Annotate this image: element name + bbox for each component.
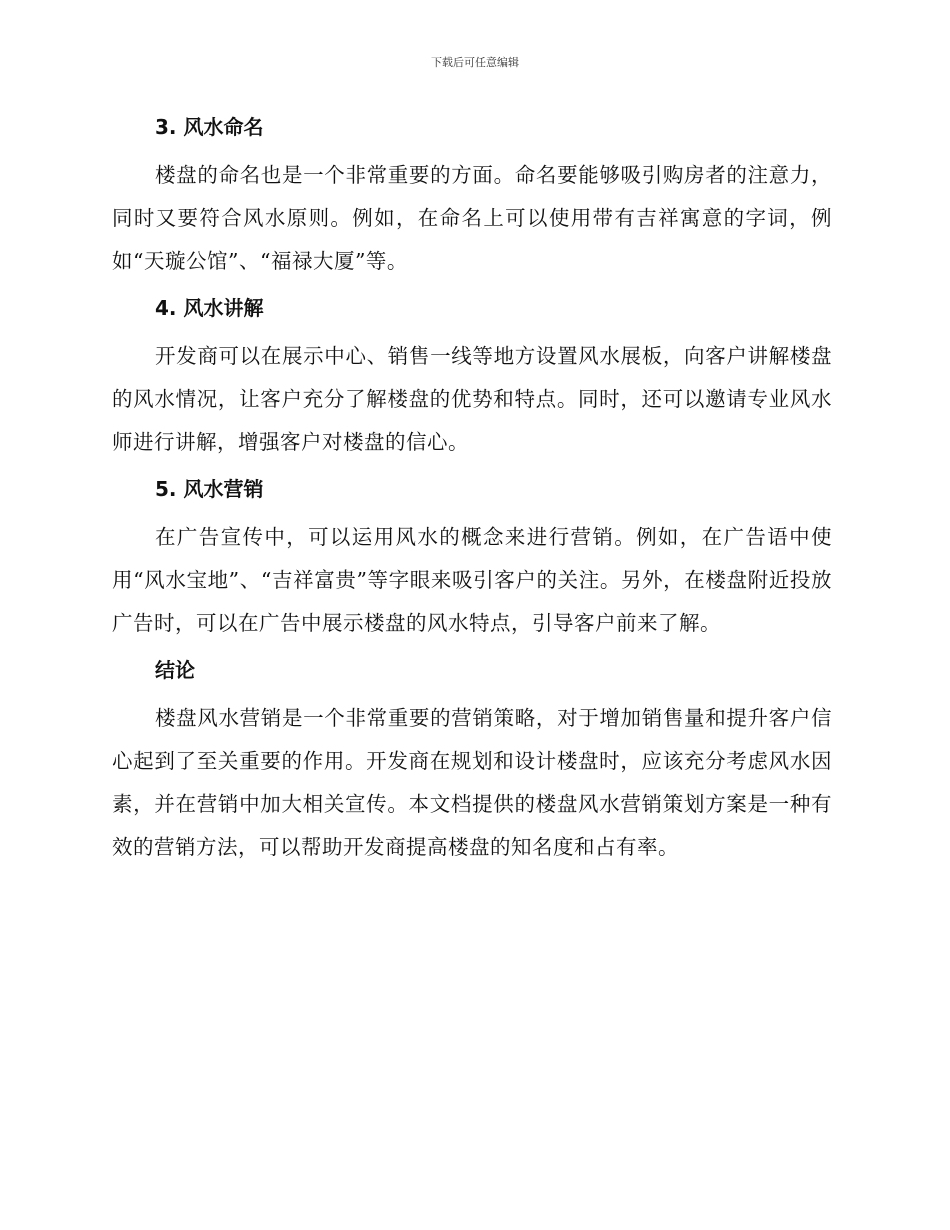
section-heading-marketing: 5. 风水营销 bbox=[155, 477, 264, 501]
section-paragraph-marketing: 在广告宣传中，可以运用风水的概念来进行营销。例如，在广告语中使用“风水宝地”、“吉祥富贵”等字眼来吸引客户的关注。另外，在楼盘附近投放广告时，可以在广告中展示楼盘的风水特点，引导客户前来了解。 bbox=[112, 525, 832, 635]
section-heading-naming: 3. 风水命名 bbox=[155, 115, 264, 139]
section-paragraph-explanation: 开发商可以在展示中心、销售一线等地方设置风水展板，向客户讲解楼盘的风水情况，让客户充分了解楼盘的优势和特点。同时，还可以邀请专业风水师进行讲解，增强客户对楼盘的信心。 bbox=[112, 344, 832, 454]
page-header: 下载后可任意编辑 bbox=[431, 56, 519, 69]
section-heading-conclusion: 结论 bbox=[155, 658, 195, 682]
section-heading-explanation: 4. 风水讲解 bbox=[155, 296, 264, 320]
section-paragraph-naming: 楼盘的命名也是一个非常重要的方面。命名要能够吸引购房者的注意力，同时又要符合风水原则。例如，在命名上可以使用带有吉祥寓意的字词，例如“天璇公馆”、“福禄大厦”等。 bbox=[112, 163, 832, 273]
document-body bbox=[112, 112, 832, 869]
section-paragraph-conclusion: 楼盘风水营销是一个非常重要的营销策略，对于增加销售量和提升客户信心起到了至关重要的作用。开发商在规划和设计楼盘时，应该充分考虑风水因素，并在营销中加大相关宣传。本文档提供的楼盘风水营销策划方案是一种有效的营销方法，可以帮助开发商提高楼盘的知名度和占有率。 bbox=[112, 706, 832, 859]
